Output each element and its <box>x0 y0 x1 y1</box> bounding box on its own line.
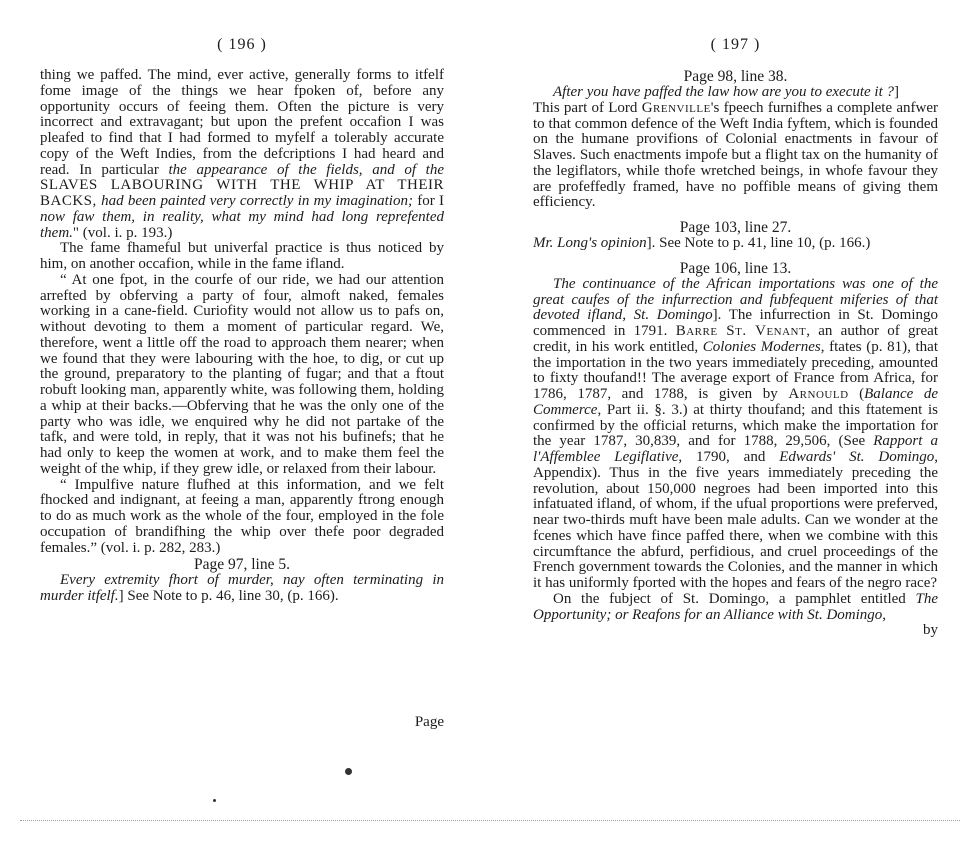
right-section-1-quote: After you have paffed the law how are you to execute it ?] <box>553 84 900 100</box>
right-section-4-text: On the fubject of St. Domingo, a pamphlet entitled The Opportunity; or Reafons for an Alliance with St. Domingo, <box>533 590 939 623</box>
left-section-note: Every extremity fhort of murder, nay often terminating in murder itfelf.] See Note to p. 46, line 30, (p. 166). <box>40 572 444 604</box>
right-page-body <box>533 68 938 639</box>
scan-edge-line <box>20 820 960 822</box>
left-paragraph-4: “ Impulfive nature flufhed at this information, and we felt fhocked and indignant, at feeing a man, apparently ftrong enough to do as much work as the whole of the four, employed in the fole occupation of brandifhing the whip over thefe poor degraded females.” (vol. i. p. 282, 283.) <box>40 476 444 556</box>
left-paragraph-1: thing we paffed. The mind, ever active, generally forms to itfelf fome image of the things we hear fpoken of, before any opportunity occurs of feeing them. Often the picture is very incorrect and extravagant; but upon the prefent occafion I was pleafed to find that I had formed to myfelf a tolerably accurate copy of the Weft Indies, from the defcriptions I had heard and read. In particular the appearance of the fields, and of the SLAVES LABOURING WITH THE WHIP AT THEIR BACKS, had been painted very correctly in my imagination; for I now faw them, in reality, what my mind had long reprefented them." (vol. i. p. 193.) <box>40 67 445 241</box>
left-section-heading: Page 97, line 5. <box>194 556 290 574</box>
right-page-number: ( 197 ) <box>710 36 761 53</box>
right-catchword: by <box>923 622 938 639</box>
left-page-number: ( 196 ) <box>217 36 267 53</box>
scan-speck <box>345 768 352 775</box>
scan-speck <box>213 799 216 802</box>
left-paragraph-3: “ At one fpot, in the courfe of our ride, we had our attention arrefted by obferving a party of four, almoft naked, females working in a cane-field. Curiofity would not allow us to pafs on, without devoting to them a moment of particular regard. We, therefore, went a little off the road to approach them nearer; when we found that they were labouring with the hoe, to dig, or cut up the ground, preparatory to the planting of fugar; and that a ftout robuft looking man, apparently white, was following them, holding a whip at their backs.—Obferving that he was the only one of the party who was idle, we enquired why he did not partake of the tafk, and were told, in reply, that it was not his bufinefs; that he had only to keep the women at work, and to make them feel the weight of the whip, if they grew idle, or relaxed from their labour. <box>40 271 444 477</box>
left-paragraph-2: The fame fhameful but univerfal practice is thus noticed by him, on another occafion, while in the fame ifland. <box>40 240 444 272</box>
right-section-2-text: Mr. Long's opinion]. See Note to p. 41, line 10, (p. 166.) <box>533 235 871 251</box>
right-section-1-text: This part of Lord Grenville's fpeech furnifhes a complete anfwer to that common defence of the Weft India fyftem, which is founded on the humane provifions of Colonial enactments in favour of Slaves. Such enactments impofe but a flight tax on the humanity of the legiflators, while thofe wretched beings, in whofe favour they are profeffedly framed, have no poffible means of giving them efficiency. <box>533 99 939 211</box>
left-catchword: Page <box>414 714 444 730</box>
right-section-1-heading: Page 98, line 38. <box>683 68 788 85</box>
right-section-3-text: The continuance of the African importations was one of the great caufes of the infurrection and fubfequent miferies of that devoted ifland, St. Domingo]. The infurrection in St. Domingo commenced in 1791. Barre St. Venant, an author of great credit, in his work entitled, Colonies Modernes, ftates (p. 81), that the importation in the two years immediately preceding, amounted to fixty thoufand!! The average export of France from Africa, for 1786, 1787, and 1788, is given by Arnould (Balance de Commerce, Part ii. §. 3.) at thirty thoufand; and this ftatement is confirmed by the official returns, which make the importation for the year 1787, 30,839, and for 1788, 29,506, (See Rapport a l'Affemblee Legiflative, 1790, and Edwards' St. Domingo, Appendix). Thus in the five years immediately preceding the revolution, about 150,000 negroes had been imported into this infatuated ifland, of whom, if the ufual proportions were preferved, near two-thirds muft have been male adults. Can we wonder at the fcenes which have fince paffed there, when we combine with this circumftance the abfurd, perfidious, and cruel proceedings of the French government towards the Colonies, and the manner in which it has uniformly fported with the hopes and fears of the negro race? <box>533 275 939 591</box>
left-page-body <box>40 68 444 605</box>
right-section-3-heading: Page 106, line 13. <box>679 259 792 277</box>
right-section-2-heading: Page 103, line 27. <box>679 219 792 236</box>
